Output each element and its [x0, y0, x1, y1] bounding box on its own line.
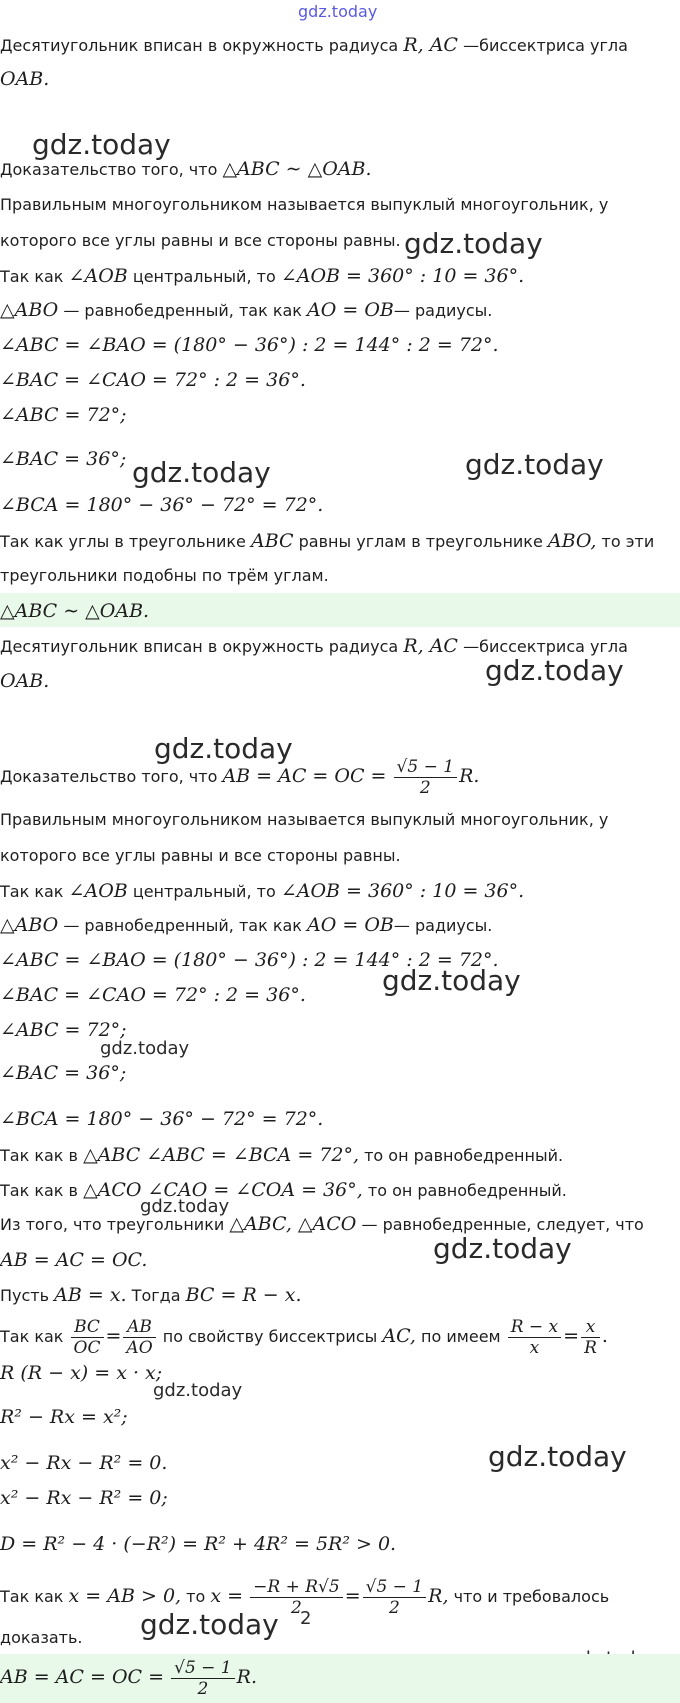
math: AO = OB [307, 299, 394, 321]
denominator: AO [126, 1338, 153, 1358]
equation-1: ∠ABC = ∠BAO = (180° − 36°) : 2 = 144° : 2 = 72°. [0, 334, 499, 356]
condition-tail: —биссектриса угла [457, 637, 628, 656]
watermark: gdz.today [100, 1038, 190, 1059]
text: Так как в [0, 1146, 84, 1165]
isosceles-line [0, 297, 492, 324]
follows-line [0, 1211, 644, 1238]
denominator: 2 [419, 778, 431, 798]
definition-line-2: которого все углы равны и все стороны равны. [0, 231, 401, 250]
text: по свойству биссектрисы [157, 1327, 383, 1346]
denominator: x [529, 1338, 540, 1358]
condition-2 [0, 633, 628, 660]
equation-4: ∠BAC = 36°; [0, 448, 127, 470]
text: — радиусы. [393, 301, 493, 320]
text: — равнобедренный, так как [58, 301, 308, 320]
watermark: gdz.today [153, 1380, 243, 1401]
proof-intro-text: Доказательство того, что [0, 160, 223, 179]
denominator: R [584, 1338, 597, 1358]
math: R. [236, 1666, 257, 1688]
math: △ACO ∠CAO = ∠COA = 36°, [83, 1179, 363, 1201]
math: = [563, 1325, 580, 1347]
central-angle-line-2 [0, 878, 524, 905]
watermark-superscript: 2 [300, 1608, 312, 1629]
root-line [0, 1572, 609, 1621]
similarity-line [0, 528, 654, 555]
answer-2 [0, 1654, 257, 1701]
numerator: AB [123, 1317, 155, 1338]
central-angle-line [0, 263, 524, 290]
discriminant: D = R² − 4 · (−R²) = R² + 4R² = 5R² > 0. [0, 1533, 397, 1555]
numerator: R − x [508, 1317, 561, 1338]
watermark-top: gdz.today [298, 2, 378, 21]
text: то [181, 1587, 211, 1606]
math: AB = x. [54, 1284, 127, 1306]
math: ABC [250, 530, 294, 552]
numerator: x [581, 1317, 600, 1338]
text: Так как в [0, 1181, 84, 1200]
numerator: BC [71, 1317, 104, 1338]
numerator: √5 − 1 [363, 1577, 427, 1598]
watermark: gdz.today [382, 964, 521, 997]
math: ∠AOB = 360° : 10 = 36°. [280, 265, 525, 287]
root-line-2: доказать. [0, 1628, 83, 1647]
text: Доказательство того, что [0, 767, 223, 786]
denominator: OC [73, 1338, 101, 1358]
text: Из того, что треугольники [0, 1215, 230, 1234]
fraction [171, 1658, 235, 1699]
definition-line-2b: которого все углы равны и все стороны равны. [0, 846, 401, 865]
math: AC, [382, 1325, 416, 1347]
text: центральный, то [127, 267, 281, 286]
let-line [0, 1282, 302, 1309]
text: равны углам в треугольнике [293, 532, 548, 551]
watermark: gdz.today [485, 654, 624, 687]
condition-math: R, AC [403, 34, 458, 56]
math: = [105, 1325, 122, 1347]
fraction [508, 1317, 561, 1358]
condition-math: R, AC [403, 635, 458, 657]
fraction [394, 757, 458, 798]
math: BC = R − x. [185, 1284, 302, 1306]
proof-intro-1 [0, 156, 372, 183]
text: что и требовалось [448, 1587, 610, 1606]
quadratic-4: x² − Rx − R² = 0; [0, 1487, 168, 1509]
numerator: √5 − 1 [394, 757, 458, 778]
denominator: 2 [197, 1679, 209, 1699]
fraction [123, 1317, 155, 1358]
watermark: gdz.today [488, 1440, 627, 1473]
condition-angle-2: OAB. [0, 670, 50, 692]
condition-text: Десятиугольник вписан в окружность радиуса [0, 637, 404, 656]
condition-tail: —биссектриса угла [457, 36, 628, 55]
text: Так как [0, 267, 69, 286]
fraction [581, 1317, 600, 1358]
equation-3: ∠ABC = 72°; [0, 404, 127, 426]
text: Так как [0, 1587, 69, 1606]
sides-equal: AB = AC = OC. [0, 1249, 148, 1271]
text: то эти [596, 532, 655, 551]
math: △ABC ∠ABC = ∠BCA = 72°, [83, 1144, 359, 1166]
math: ABO, [547, 530, 597, 552]
quadratic-2: R² − Rx = x²; [0, 1406, 128, 1428]
equation-2: ∠BAC = ∠CAO = 72° : 2 = 36°. [0, 369, 306, 391]
fraction [363, 1577, 427, 1618]
watermark: gdz.today [465, 448, 604, 481]
text: Так как [0, 882, 69, 901]
text: Так как углы в треугольнике [0, 532, 251, 551]
math: x = AB > 0, [68, 1585, 182, 1607]
math: AO = OB [307, 914, 394, 936]
numerator: √5 − 1 [171, 1658, 235, 1679]
definition-line-1: Правильным многоугольником называется выпуклый многоугольник, у [0, 195, 609, 214]
proof-intro-2 [0, 752, 479, 801]
bisector-line [0, 1312, 608, 1361]
condition-1 [0, 32, 628, 59]
similarity-line-2: треугольники подобны по трём углам. [0, 566, 329, 585]
text: то он равнобедренный. [362, 1181, 567, 1200]
watermark: gdz.today [32, 128, 171, 161]
watermark: gdz.today [132, 456, 271, 489]
text: — радиусы. [393, 916, 493, 935]
math: △ABC, △ACO [229, 1213, 357, 1235]
denominator: 2 [388, 1598, 400, 1618]
text: то он равнобедренный. [359, 1146, 564, 1165]
numerator: −R + R√5 [250, 1577, 343, 1598]
condition-angle: OAB. [0, 68, 50, 90]
condition-text: Десятиугольник вписан в окружность радиуса [0, 36, 404, 55]
watermark: gdz.today [140, 1608, 279, 1641]
math: AB = AC = OC = [0, 1666, 165, 1688]
math: ∠AOB [68, 265, 128, 287]
equation-3b: ∠ABC = 72°; [0, 1019, 127, 1041]
equation-5: ∠BCA = 180° − 36° − 72° = 72°. [0, 494, 324, 516]
math: = [344, 1585, 361, 1607]
math: △ABO [0, 914, 59, 936]
quadratic-1: R (R − x) = x · x; [0, 1362, 163, 1384]
equation-2b: ∠BAC = ∠CAO = 72° : 2 = 36°. [0, 984, 306, 1006]
text: — равнобедренный, так как [58, 916, 308, 935]
text: Пусть [0, 1286, 55, 1305]
text: Так как [0, 1327, 69, 1346]
watermark: gdz.today [433, 1232, 572, 1265]
fraction [71, 1317, 104, 1358]
equation-4b: ∠BAC = 36°; [0, 1062, 127, 1084]
math: ∠AOB [68, 880, 128, 902]
definition-line-1b: Правильным многоугольником называется выпуклый многоугольник, у [0, 810, 609, 829]
text: центральный, то [127, 882, 281, 901]
watermark: gdz.today [404, 227, 543, 260]
equation-5b: ∠BCA = 180° − 36° − 72° = 72°. [0, 1108, 324, 1130]
fraction [250, 1577, 343, 1618]
text: по имеем [415, 1327, 506, 1346]
iso-abc-line [0, 1142, 563, 1169]
iso-aco-line [0, 1177, 567, 1204]
watermark: gdz.today [140, 1196, 230, 1217]
text: — равнобедренные, следует, что [356, 1215, 644, 1234]
math: ∠AOB = 360° : 10 = 36°. [280, 880, 525, 902]
math: R, [428, 1585, 449, 1607]
math: x = [210, 1585, 244, 1607]
quadratic-3: x² − Rx − R² = 0. [0, 1452, 168, 1474]
proof-claim: △ABC ∼ △OAB. [222, 158, 372, 180]
text: Тогда [126, 1286, 186, 1305]
math: . [601, 1325, 608, 1347]
math: R. [459, 765, 480, 787]
math: AB = AC = OC = [222, 765, 387, 787]
isosceles-line-2 [0, 912, 492, 939]
equation-1b: ∠ABC = ∠BAO = (180° − 36°) : 2 = 144° : 2 = 72°. [0, 949, 499, 971]
answer-1: △ABC ∼ △OAB. [0, 600, 150, 622]
watermark: gdz.today [154, 732, 293, 765]
math: △ABO [0, 299, 59, 321]
denominator: 2 [291, 1598, 302, 1618]
